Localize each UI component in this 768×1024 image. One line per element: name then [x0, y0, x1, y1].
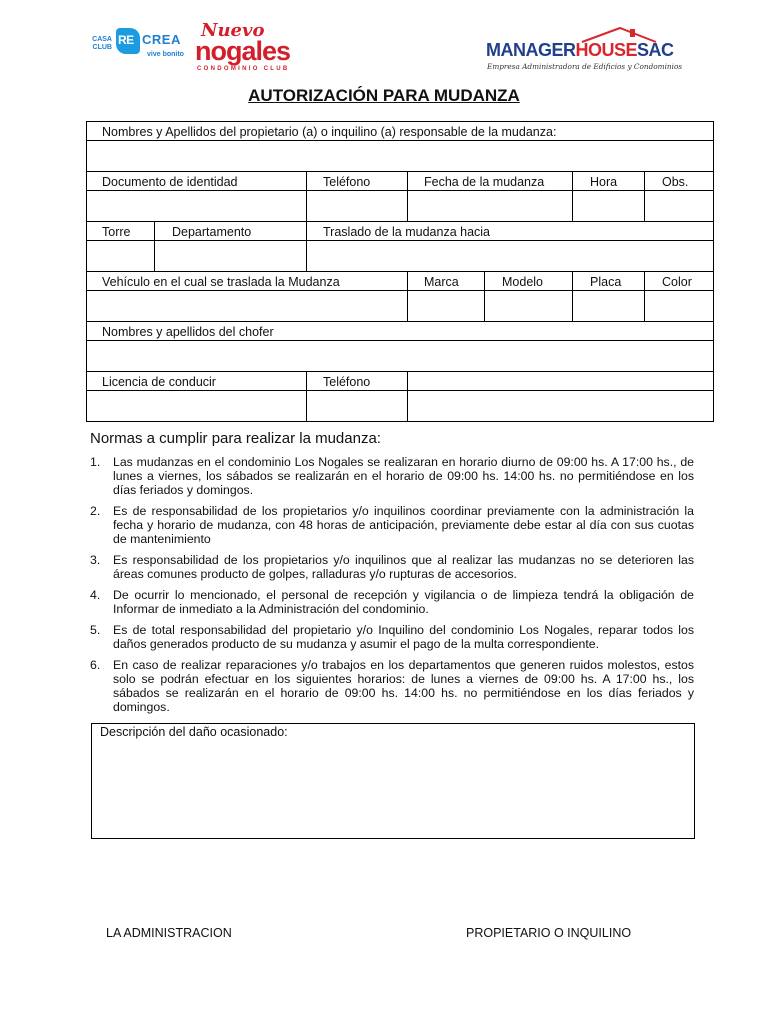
- document-id-field[interactable]: [87, 191, 306, 221]
- signature-administration: LA ADMINISTRACION: [106, 926, 232, 940]
- phone-field[interactable]: [307, 191, 407, 221]
- rule-number: 1.: [90, 455, 101, 469]
- form-rule: [86, 321, 714, 322]
- color-label: Color: [662, 275, 692, 289]
- obs-field[interactable]: [645, 191, 713, 221]
- hour-label: Hora: [590, 175, 618, 189]
- brand-field[interactable]: [408, 291, 484, 321]
- rule-item: [90, 553, 694, 581]
- rule-text: En caso de realizar reparaciones y/o trabajos en los departamentos que generen ruidos molestos, estos solo se podrán efectuar en los siguientes horarios: de lunes a viernes de 09:00 hs. A 17:00 hs., los sábados se realizarán en el horario de 09:00 hs. 14:00 hs. no permitiéndose en los días feriados y domingos.: [113, 658, 694, 714]
- rule-item: [90, 504, 694, 546]
- move-date-field[interactable]: [408, 191, 572, 221]
- vehicle-label: Vehículo en el cual se traslada la Mudanza: [102, 275, 340, 289]
- owner-name-field[interactable]: [87, 141, 713, 171]
- document-title: AUTORIZACIÓN PARA MUDANZA: [248, 86, 520, 105]
- recrea-logo-casa: CASA: [92, 36, 112, 43]
- rule-text: Es de responsabilidad de los propietarios y/o inquilinos coordinar previamente con la administración la fecha y horario de mudanza, con 48 horas de anticipación, previamente debe estar al día con sus cuotas de mantenimiento: [113, 504, 694, 546]
- rule-item: [90, 588, 694, 616]
- rule-item: [90, 658, 694, 714]
- form-border-bottom: [86, 421, 714, 422]
- obs-label: Obs.: [662, 175, 689, 189]
- plate-label: Placa: [590, 275, 622, 289]
- apartment-field[interactable]: [155, 241, 306, 271]
- tower-label: Torre: [102, 225, 131, 239]
- form-rule: [86, 221, 714, 222]
- rule-item: [90, 623, 694, 651]
- rule-text: Es de total responsabilidad del propietario y/o Inquilino del condominio Los Nogales, reparar todos los daños generados producto de su mudanza y asumir el pago de la multa correspondiente.: [113, 623, 694, 651]
- rule-number: 3.: [90, 553, 101, 567]
- nuevo-nogales-logo: [195, 20, 300, 76]
- model-label: Modelo: [502, 275, 543, 289]
- moving-form-table: [86, 121, 714, 422]
- form-border-right: [713, 121, 714, 422]
- brand-label: Marca: [424, 275, 459, 289]
- destination-field[interactable]: [307, 241, 713, 271]
- managerhouse-logo: [485, 28, 683, 74]
- form-rule: [86, 271, 714, 272]
- apartment-label: Departamento: [172, 225, 252, 239]
- rule-number: 5.: [90, 623, 101, 637]
- rule-number: 2.: [90, 504, 101, 518]
- driver-phone-field[interactable]: [307, 391, 407, 421]
- driver-phone-label: Teléfono: [323, 375, 371, 389]
- form-rule: [86, 171, 714, 172]
- manager-logo-sub: Empresa Administradora de Edificios y Condominios: [487, 62, 683, 71]
- form-rule: [86, 371, 714, 372]
- color-field[interactable]: [645, 291, 713, 321]
- rules-heading: Normas a cumplir para realizar la mudanza:: [90, 430, 381, 447]
- tower-field[interactable]: [87, 241, 154, 271]
- plate-field[interactable]: [573, 291, 644, 321]
- phone-label: Teléfono: [323, 175, 371, 189]
- move-date-label: Fecha de la mudanza: [424, 175, 545, 189]
- rule-number: 4.: [90, 588, 101, 602]
- form-border-top: [86, 121, 714, 122]
- manager-logo-part1: MANAGER: [486, 40, 576, 60]
- nogales-logo-name: nogales: [195, 36, 291, 66]
- driver-name-field[interactable]: [87, 341, 713, 371]
- vehicle-field[interactable]: [87, 291, 407, 321]
- nogales-logo-sub: CONDOMINIO CLUB: [197, 66, 290, 72]
- model-field[interactable]: [485, 291, 572, 321]
- rule-text: De ocurrir lo mencionado, el personal de recepción y vigilancia o de limpieza tendrá la obligación de Informar de inmediato a la Administración del condominio.: [113, 588, 694, 616]
- document-id-label: Documento de identidad: [102, 175, 238, 189]
- manager-logo-part3: SAC: [637, 40, 674, 60]
- signature-owner-tenant: PROPIETARIO O INQUILINO: [466, 926, 632, 940]
- license-field[interactable]: [87, 391, 306, 421]
- license-label: Licencia de conducir: [102, 375, 216, 389]
- extra-field[interactable]: [408, 391, 713, 421]
- recrea-logo-club: CLUB: [92, 44, 112, 51]
- damage-description-box[interactable]: [91, 723, 695, 839]
- recrea-logo-crea: CREA: [142, 32, 181, 47]
- rule-item: [90, 455, 694, 497]
- destination-label: Traslado de la mudanza hacia: [323, 225, 490, 239]
- driver-name-label: Nombres y apellidos del chofer: [102, 325, 274, 339]
- hour-field[interactable]: [573, 191, 644, 221]
- recrea-logo: [92, 26, 188, 66]
- rules-list: [90, 455, 694, 721]
- recrea-logo-re: RE: [118, 33, 134, 47]
- nogales-logo-nuevo: Nuevo: [201, 20, 265, 41]
- manager-logo-part2: HOUSE: [575, 40, 638, 60]
- owner-name-label: Nombres y Apellidos del propietario (a) o inquilino (a) responsable de la mudanza:: [102, 125, 557, 139]
- rule-number: 6.: [90, 658, 101, 672]
- damage-description-label: Descripción del daño ocasionado:: [100, 725, 288, 739]
- rule-text: Es responsabilidad de los propietarios y/o inquilinos que al realizar las mudanzas no se deterioren las áreas comunes producto de golpes, ralladuras y/o rupturas de accesorios.: [113, 553, 694, 581]
- recrea-logo-tagline: vive bonito: [147, 51, 184, 58]
- rule-text: Las mudanzas en el condominio Los Nogales se realizaran en horario diurno de 09:00 hs. A 17:00 hs., de lunes a viernes, los sábados se realizarán en el horario de 09:00 hs. 14:00 hs. no permitiéndose en los días feriados y domingos.: [113, 455, 694, 497]
